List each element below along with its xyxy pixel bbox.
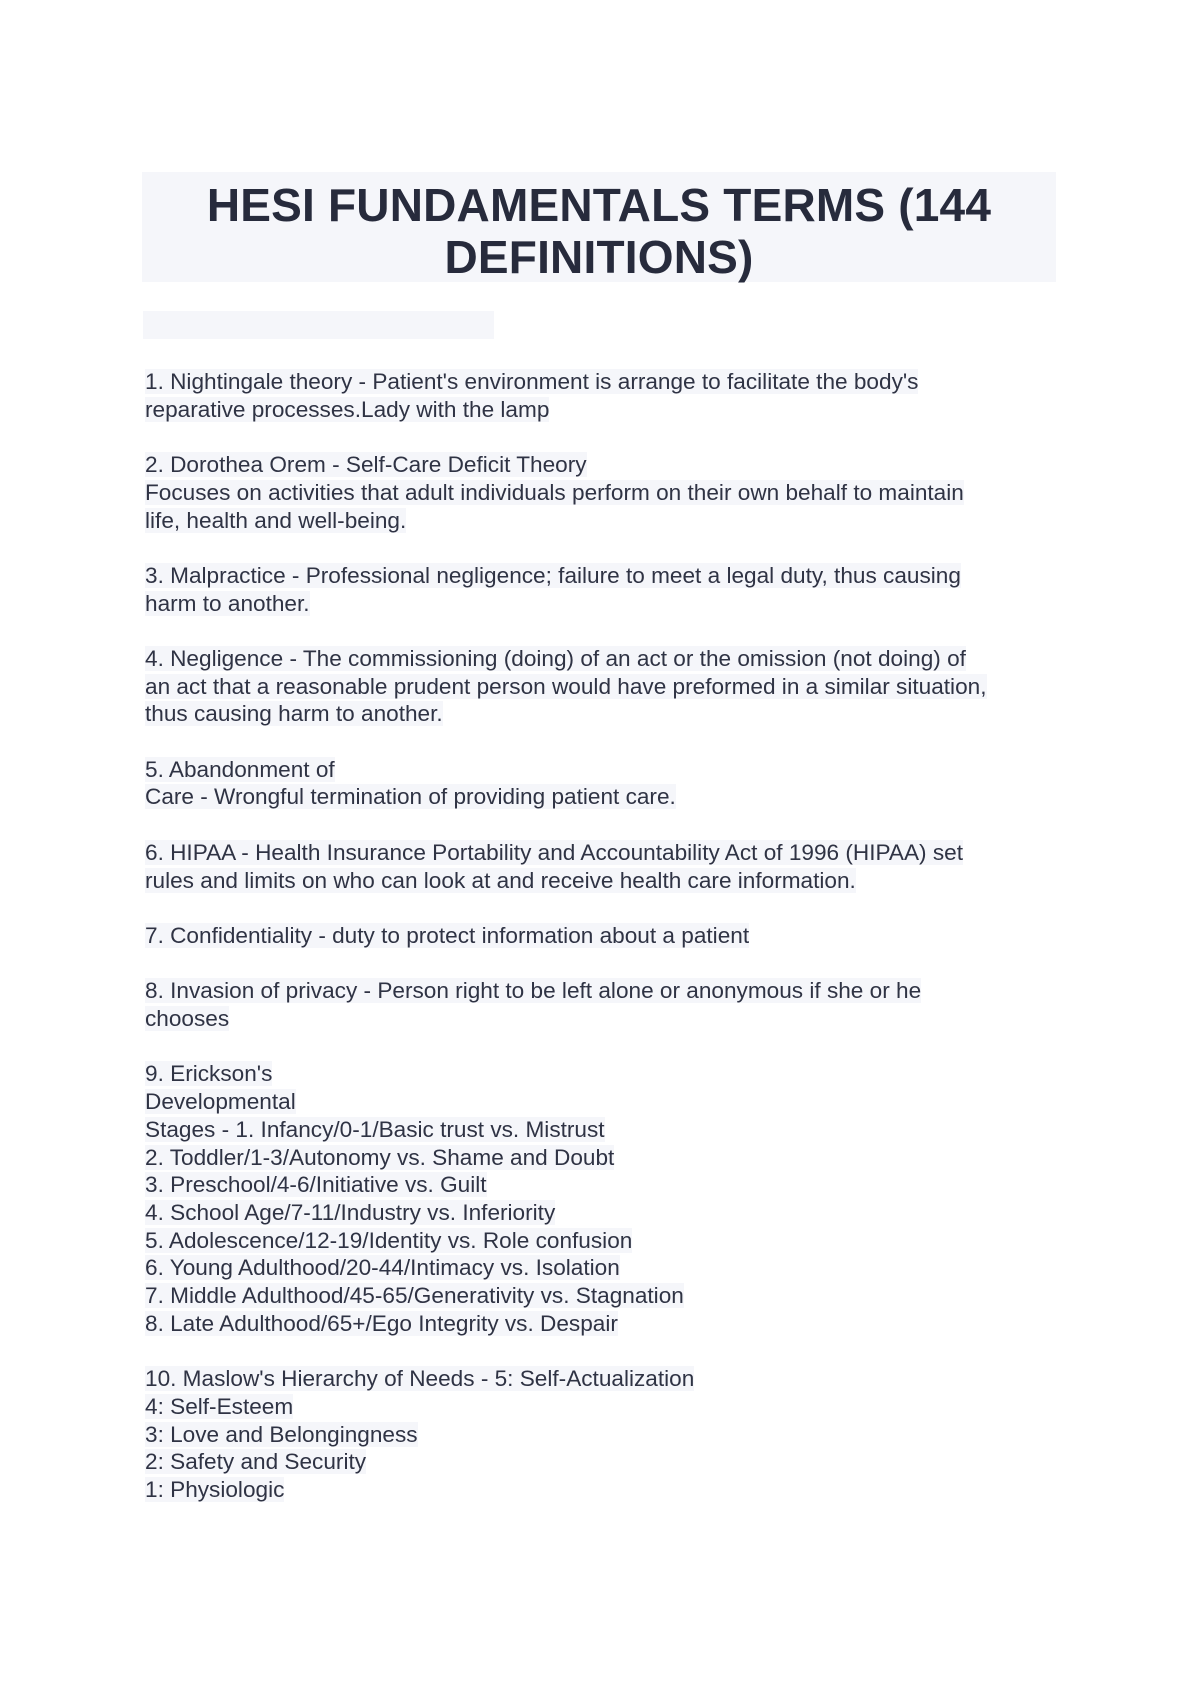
definition-line [145,700,1055,728]
definition-text: 7. Confidentiality - duty to protect information about a patient [145,922,750,948]
definition-text: an act that a reasonable prudent person would have preformed in a similar situation, [145,673,987,699]
blank-highlight-bar [143,311,494,339]
definition-entry [145,1060,1055,1337]
definition-text: thus causing harm to another. [145,701,443,727]
definition-text: 5. Abandonment of [145,756,335,782]
definition-text: 6. Young Adulthood/20-44/Intimacy vs. Isolation [145,1255,620,1281]
definition-line [145,451,1055,479]
definition-line [145,977,1055,1005]
definition-line [145,1282,1055,1310]
definition-line [145,1144,1055,1172]
definition-text: 7. Middle Adulthood/45-65/Generativity vs. Stagnation [145,1283,684,1309]
definition-line [145,756,1055,784]
definition-text: 1. Nightingale theory - Patient's environment is arrange to facilitate the body's [145,369,919,394]
definition-text: chooses [145,1006,230,1032]
definition-text: reparative processes.Lady with the lamp [145,396,550,422]
definition-line [145,1310,1055,1338]
definition-text: 1: Physiologic [145,1476,285,1502]
definition-line [145,507,1055,535]
definition-line [145,1171,1055,1199]
definition-text: 6. HIPAA - Health Insurance Portability and Accountability Act of 1996 (HIPAA) set [145,839,963,865]
definition-line [145,479,1055,507]
definition-text: 4. Negligence - The commissioning (doing) of an act or the omission (not doing) of [145,645,966,671]
definition-line [145,867,1055,895]
definition-text: Care - Wrongful termination of providing patient care. [145,784,676,810]
definition-line [145,1254,1055,1282]
document-title: HESI FUNDAMENTALS TERMS (144 DEFINITIONS) [206,179,992,283]
definition-text: 8. Invasion of privacy - Person right to be left alone or anonymous if she or he [145,978,922,1004]
definition-line [145,1448,1055,1476]
definition-line [145,1116,1055,1144]
definitions-list [145,368,1055,1531]
definition-entry [145,1365,1055,1504]
definition-text: 3. Malpractice - Professional negligence; failure to meet a legal duty, thus causing [145,562,961,588]
definition-entry [145,839,1055,894]
definition-text: harm to another. [145,590,310,616]
definition-line [145,562,1055,590]
definition-line [145,1393,1055,1421]
definition-line [145,673,1055,701]
definition-line [145,645,1055,673]
definition-text: 10. Maslow's Hierarchy of Needs - 5: Self-Actualization [145,1366,695,1392]
definition-text: Focuses on activities that adult individuals perform on their own behalf to maintain [145,479,964,505]
definition-text: 9. Erickson's [145,1061,273,1087]
definition-text: 3: Love and Belongingness [145,1421,418,1447]
definition-line [145,1060,1055,1088]
title-block [142,172,1056,282]
definition-text: 5. Adolescence/12-19/Identity vs. Role confusion [145,1227,633,1253]
definition-line [145,590,1055,618]
definition-text: 8. Late Adulthood/65+/Ego Integrity vs. Despair [145,1310,618,1336]
definition-text: 4. School Age/7-11/Industry vs. Inferiority [145,1199,556,1225]
definition-entry [145,451,1055,534]
definition-line [145,396,1055,424]
definition-line [145,1005,1055,1033]
definition-entry [145,645,1055,728]
definition-line [145,1421,1055,1449]
definition-entry [145,977,1055,1032]
definition-entry [145,368,1055,423]
definition-line [145,1476,1055,1504]
definition-line [145,1199,1055,1227]
definition-line [145,783,1055,811]
definition-line [145,1088,1055,1116]
definition-text: 4: Self-Esteem [145,1393,294,1419]
definition-text: 2. Dorothea Orem - Self-Care Deficit Theory [145,452,587,478]
definition-line [145,922,1055,950]
definition-text: rules and limits on who can look at and receive health care information. [145,867,856,893]
definition-line [145,839,1055,867]
definition-line [145,368,1055,396]
definition-text: 2: Safety and Security [145,1449,367,1475]
definition-text: Stages - 1. Infancy/0-1/Basic trust vs. Mistrust [145,1116,605,1142]
definition-entry [145,756,1055,811]
definition-text: life, health and well-being. [145,507,407,533]
definition-text: Developmental [145,1089,296,1115]
definition-entry [145,562,1055,617]
definition-line [145,1227,1055,1255]
definition-entry [145,922,1055,950]
definition-text: 3. Preschool/4-6/Initiative vs. Guilt [145,1172,487,1198]
definition-line [145,1365,1055,1393]
definition-text: 2. Toddler/1-3/Autonomy vs. Shame and Doubt [145,1144,615,1170]
